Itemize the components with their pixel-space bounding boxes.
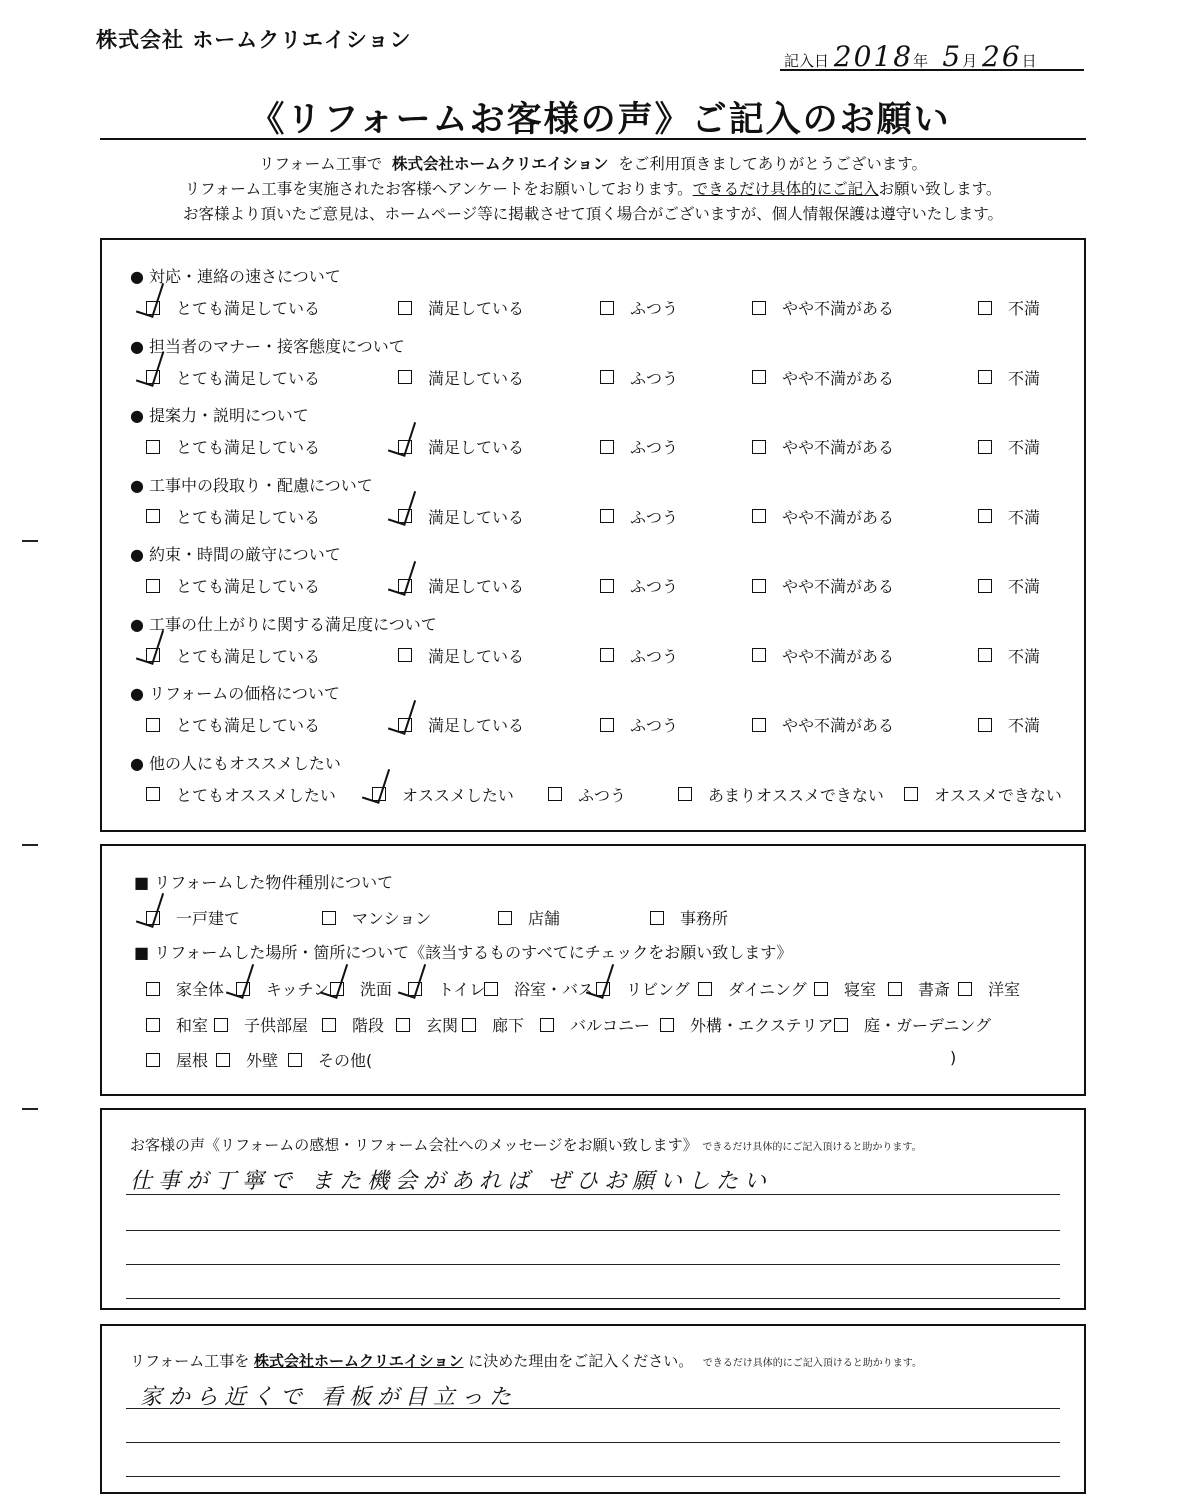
checkbox-icon[interactable]	[146, 370, 160, 384]
option-label: ふつう	[630, 577, 679, 596]
checkbox-icon[interactable]	[600, 370, 614, 384]
rating-option[interactable]	[752, 644, 894, 667]
checkbox-icon[interactable]	[698, 982, 712, 996]
date-day[interactable]: 26	[982, 40, 1022, 73]
rating-option[interactable]	[752, 574, 894, 597]
checkbox-icon[interactable]	[146, 1018, 160, 1032]
checkbox-icon[interactable]	[398, 718, 412, 732]
option-label: とても満足している	[176, 577, 321, 596]
checkbox-icon[interactable]	[146, 718, 160, 732]
checkbox-icon[interactable]	[398, 648, 412, 662]
checkbox-icon[interactable]	[600, 509, 614, 523]
checkbox-icon[interactable]	[398, 509, 412, 523]
place-option[interactable]	[322, 1013, 384, 1036]
option-label: やや不満がある	[782, 438, 895, 457]
option-label: やや不満がある	[782, 716, 895, 735]
place-option[interactable]	[236, 977, 329, 1000]
answer-line	[126, 1298, 1060, 1299]
answer-line	[126, 1194, 1060, 1195]
customer-voice-label: お客様の声《リフォームの感想・リフォーム会社へのメッセージをお願い致します》 できるだけ具体的にご記入頂けると助かります。	[130, 1136, 922, 1154]
checkbox-icon[interactable]	[600, 579, 614, 593]
reason-label: リフォーム工事を 株式会社ホームクリエイション に決めた理由をご記入ください。 できるだけ具体的にご記入頂けると助かります。	[130, 1352, 922, 1370]
option-label: ふつう	[630, 438, 679, 457]
rating-option[interactable]	[146, 644, 320, 667]
option-label: その他(	[318, 1051, 373, 1070]
option-label: 事務所	[680, 909, 729, 928]
title-rule	[100, 138, 1086, 140]
checkbox-icon[interactable]	[888, 982, 902, 996]
option-label: オススメできない	[934, 785, 1062, 805]
option-label: 満足している	[428, 646, 525, 666]
option-label: 満足している	[428, 368, 525, 388]
checkbox-icon[interactable]	[600, 718, 614, 732]
margin-mark	[22, 1108, 38, 1110]
place-option[interactable]	[814, 977, 876, 1000]
checkbox-icon[interactable]	[462, 1018, 476, 1032]
option-label: あまりオススメできない	[708, 785, 884, 805]
option-label: とても満足している	[176, 299, 321, 318]
checkbox-icon[interactable]	[814, 982, 828, 996]
place-option[interactable]	[540, 1013, 650, 1036]
checkbox-icon[interactable]	[146, 509, 160, 523]
checkbox-icon[interactable]	[834, 1018, 848, 1032]
checkbox-icon[interactable]	[146, 911, 160, 925]
option-label: 屋根	[176, 1051, 209, 1070]
rating-option[interactable]	[904, 783, 1062, 806]
reason-answer[interactable]: 家から近くで 看板が目立った	[140, 1385, 517, 1410]
option-label: 和室	[176, 1016, 209, 1035]
option-label: やや不満がある	[782, 577, 895, 596]
rating-option[interactable]	[398, 435, 524, 458]
option-label: ふつう	[630, 299, 679, 318]
date-underline	[780, 69, 1084, 71]
option-label: マンション	[352, 909, 432, 928]
date-year[interactable]: 2018	[833, 40, 914, 73]
place-option[interactable]	[146, 1048, 208, 1071]
option-label: 満足している	[428, 716, 525, 735]
rating-option[interactable]	[978, 366, 1040, 389]
option-label: 不満	[1008, 299, 1041, 318]
checkbox-icon[interactable]	[288, 1053, 302, 1067]
checkbox-icon[interactable]	[596, 982, 610, 996]
rating-option[interactable]	[752, 713, 894, 736]
place-option[interactable]	[660, 1013, 834, 1036]
property-type-option[interactable]	[146, 906, 240, 929]
checkbox-icon[interactable]	[146, 440, 160, 454]
option-label: 不満	[1008, 577, 1041, 596]
option-label: 子供部屋	[244, 1016, 309, 1035]
checkbox-icon[interactable]	[978, 301, 992, 315]
checkbox-icon[interactable]	[752, 718, 766, 732]
rating-option[interactable]	[600, 713, 678, 736]
question-heading: ● 提案力・説明について	[130, 406, 309, 425]
option-label: ふつう	[630, 368, 679, 388]
place-option[interactable]	[484, 977, 594, 1000]
option-label: とても満足している	[176, 368, 321, 388]
property-type-option[interactable]	[322, 906, 431, 929]
checkbox-icon[interactable]	[146, 982, 160, 996]
checkbox-icon[interactable]	[978, 718, 992, 732]
answer-line	[126, 1264, 1060, 1265]
intro-line-3: お客様より頂いたご意見は、ホームページ等に掲載させて頂く場合がございますが、個人情報保護は遵守いたします。	[183, 205, 1003, 223]
place-option[interactable]	[214, 1013, 308, 1036]
question-heading: ● 工事の仕上がりに関する満足度について	[130, 614, 437, 634]
rating-option[interactable]	[600, 366, 678, 389]
rating-option[interactable]	[372, 783, 514, 806]
checkbox-icon[interactable]	[752, 370, 766, 384]
date-month[interactable]: 5	[942, 40, 963, 73]
checkbox-icon[interactable]	[216, 1053, 230, 1067]
option-label: 階段	[352, 1016, 385, 1035]
rating-option[interactable]	[600, 505, 678, 528]
intro-line-1: リフォーム工事で 株式会社ホームクリエイション をご利用頂きましてありがとうございます。	[258, 155, 928, 173]
rating-option[interactable]	[146, 366, 320, 389]
option-label: 洋室	[988, 980, 1021, 999]
rating-option[interactable]	[600, 574, 678, 597]
checkbox-icon[interactable]	[322, 1018, 336, 1032]
rating-option[interactable]	[752, 366, 894, 389]
option-label: ふつう	[578, 785, 627, 805]
checkbox-icon[interactable]	[600, 301, 614, 315]
rating-option[interactable]	[600, 296, 678, 319]
option-label: 家全体	[176, 980, 225, 999]
margin-mark	[22, 844, 38, 846]
checkbox-icon[interactable]	[146, 579, 160, 593]
option-label: 寝室	[844, 980, 877, 999]
option-label: 外構・エクステリア	[690, 1016, 834, 1035]
option-label: 廊下	[492, 1016, 525, 1035]
rating-option[interactable]	[398, 713, 524, 736]
checkbox-icon[interactable]	[548, 787, 562, 801]
option-label: やや不満がある	[782, 507, 895, 527]
option-label: 不満	[1008, 507, 1041, 527]
place-option[interactable]	[462, 1013, 524, 1036]
option-label: バルコニー	[570, 1016, 651, 1035]
place-option[interactable]	[330, 977, 392, 1000]
option-label: ふつう	[630, 507, 679, 527]
rating-option[interactable]	[548, 783, 626, 806]
place-option[interactable]	[698, 977, 807, 1000]
question-heading: ● 工事中の段取り・配慮について	[130, 475, 373, 495]
rating-option[interactable]	[978, 505, 1040, 528]
place-option[interactable]	[408, 977, 485, 1000]
date-label: 記入日	[784, 52, 830, 70]
place-option[interactable]	[596, 977, 690, 1000]
place-option[interactable]	[888, 977, 950, 1000]
rating-option[interactable]	[978, 713, 1040, 736]
checkbox-icon[interactable]	[752, 509, 766, 523]
checkbox-icon[interactable]	[650, 911, 664, 925]
place-option[interactable]	[958, 977, 1020, 1000]
option-label: 満足している	[428, 507, 525, 527]
checkbox-icon[interactable]	[398, 301, 412, 315]
rating-option[interactable]	[146, 435, 320, 458]
checkbox-icon[interactable]	[752, 579, 766, 593]
answer-line	[126, 1408, 1060, 1409]
checkbox-icon[interactable]	[396, 1018, 410, 1032]
checkbox-icon[interactable]	[978, 509, 992, 523]
checkbox-icon[interactable]	[904, 787, 918, 801]
rating-option[interactable]	[752, 435, 894, 458]
option-label: やや不満がある	[782, 299, 895, 318]
margin-mark	[22, 540, 38, 542]
option-label: 不満	[1008, 438, 1041, 457]
intro-line-2: リフォーム工事を実施されたお客様へアンケートをお願いしております。できるだけ具体的にご記入お願い致します。	[184, 180, 1002, 198]
question-heading: ● 他の人にもオススメしたい	[130, 753, 341, 773]
checkbox-icon[interactable]	[408, 982, 422, 996]
checkbox-icon[interactable]	[146, 648, 160, 662]
checkbox-icon[interactable]	[978, 648, 992, 662]
intro-text	[100, 152, 1086, 227]
rating-option[interactable]	[752, 505, 894, 528]
place-option[interactable]	[396, 1013, 458, 1036]
option-label: 不満	[1008, 716, 1041, 735]
rating-option[interactable]	[398, 366, 524, 389]
place-option[interactable]	[834, 1013, 991, 1036]
checkbox-icon[interactable]	[146, 787, 160, 801]
satisfaction-section	[100, 238, 1086, 832]
option-label: 一戸建て	[176, 909, 241, 928]
question-heading: ● 約束・時間の厳守について	[130, 545, 341, 564]
option-label: オススメしたい	[402, 785, 514, 805]
option-label: ダイニング	[728, 980, 807, 999]
answer-line	[126, 1230, 1060, 1231]
option-label: キッチン	[266, 980, 329, 999]
rating-option[interactable]	[978, 644, 1040, 667]
rating-option[interactable]	[978, 296, 1040, 319]
option-label: ふつう	[630, 716, 679, 735]
rating-option[interactable]	[146, 505, 320, 528]
rating-option[interactable]	[752, 296, 894, 319]
rating-option[interactable]	[978, 574, 1040, 597]
checkbox-icon[interactable]	[398, 440, 412, 454]
rating-option[interactable]	[398, 296, 524, 319]
rating-option[interactable]	[146, 783, 336, 806]
property-type-option[interactable]	[498, 906, 560, 929]
rating-option[interactable]	[146, 713, 320, 736]
place-option[interactable]	[216, 1048, 278, 1071]
checkbox-icon[interactable]	[978, 370, 992, 384]
option-label: 浴室・バス	[514, 980, 595, 999]
option-label: 玄関	[426, 1016, 459, 1035]
date-year-unit: 年	[913, 52, 929, 70]
checkbox-icon[interactable]	[600, 648, 614, 662]
rating-option[interactable]	[398, 574, 524, 597]
rating-option[interactable]	[398, 505, 524, 528]
option-label: とても満足している	[176, 716, 321, 735]
option-label: 不満	[1008, 368, 1041, 388]
option-label: 外壁	[246, 1051, 279, 1070]
checkbox-icon[interactable]	[484, 982, 498, 996]
rating-option[interactable]	[146, 574, 320, 597]
checkbox-icon[interactable]	[398, 370, 412, 384]
option-label: 満足している	[428, 299, 525, 318]
question-heading: ● 担当者のマナー・接客態度について	[130, 336, 405, 356]
checkbox-icon[interactable]	[236, 982, 250, 996]
option-label: リビング	[626, 980, 690, 999]
question-heading: ● リフォームの価格について	[130, 684, 340, 703]
option-label: 不満	[1008, 646, 1041, 666]
checkbox-icon[interactable]	[146, 1053, 160, 1067]
rating-option[interactable]	[398, 644, 524, 667]
rating-option[interactable]	[978, 435, 1040, 458]
answer-line	[126, 1476, 1060, 1477]
rating-option[interactable]	[600, 435, 678, 458]
checkbox-icon[interactable]	[322, 911, 336, 925]
option-label: やや不満がある	[782, 368, 895, 388]
option-label: トイレ	[438, 980, 486, 999]
rating-option[interactable]	[678, 783, 884, 806]
checkbox-icon[interactable]	[752, 440, 766, 454]
option-label: とても満足している	[176, 646, 321, 666]
place-option[interactable]	[146, 1013, 208, 1036]
checkbox-icon[interactable]	[498, 911, 512, 925]
question-heading: ● 対応・連絡の速さについて	[130, 267, 341, 286]
option-label: 洗面	[360, 980, 393, 999]
option-label: 満足している	[428, 577, 525, 596]
date-day-unit: 日	[1021, 52, 1037, 70]
option-label: とても満足している	[176, 507, 321, 527]
checkbox-icon[interactable]	[660, 1018, 674, 1032]
checkbox-icon[interactable]	[752, 648, 766, 662]
page-title: 《リフォームお客様の声》ご記入のお願い	[249, 100, 951, 140]
checkbox-icon[interactable]	[146, 301, 160, 315]
option-label: 満足している	[428, 438, 525, 457]
property-type-heading: ■ リフォームした物件種別について	[134, 873, 394, 892]
checkbox-icon[interactable]	[540, 1018, 554, 1032]
option-label: とてもオススメしたい	[176, 785, 336, 805]
checkbox-icon[interactable]	[978, 579, 992, 593]
option-label: 庭・ガーデニング	[864, 1016, 992, 1035]
checkbox-icon[interactable]	[978, 440, 992, 454]
checkbox-icon[interactable]	[398, 579, 412, 593]
option-label: やや不満がある	[782, 646, 895, 666]
checkbox-icon[interactable]	[600, 440, 614, 454]
option-label: 書斎	[918, 980, 951, 999]
place-heading: ■ リフォームした場所・箇所について《該当するものすべてにチェックをお願い致します》	[134, 943, 793, 962]
property-type-option[interactable]	[650, 906, 728, 929]
checkbox-icon[interactable]	[214, 1018, 228, 1032]
option-label: ふつう	[630, 646, 679, 666]
checkbox-icon[interactable]	[372, 787, 386, 801]
place-option[interactable]	[146, 977, 224, 1000]
checkbox-icon[interactable]	[330, 982, 344, 996]
company-name: 株式会社 ホームクリエイション	[96, 28, 412, 52]
checkbox-icon[interactable]	[752, 301, 766, 315]
option-label: とても満足している	[176, 438, 321, 457]
checkbox-icon[interactable]	[958, 982, 972, 996]
option-label: 店舗	[528, 909, 561, 928]
place-option[interactable]	[288, 1048, 372, 1071]
rating-option[interactable]	[600, 644, 678, 667]
rating-option[interactable]	[146, 296, 320, 319]
answer-line	[126, 1442, 1060, 1443]
checkbox-icon[interactable]	[678, 787, 692, 801]
other-close-paren: )	[950, 1048, 957, 1067]
customer-voice-answer[interactable]: 仕事が丁寧で また機会があれば ぜひお願いしたい	[130, 1169, 772, 1194]
date-month-unit: 月	[962, 52, 978, 70]
